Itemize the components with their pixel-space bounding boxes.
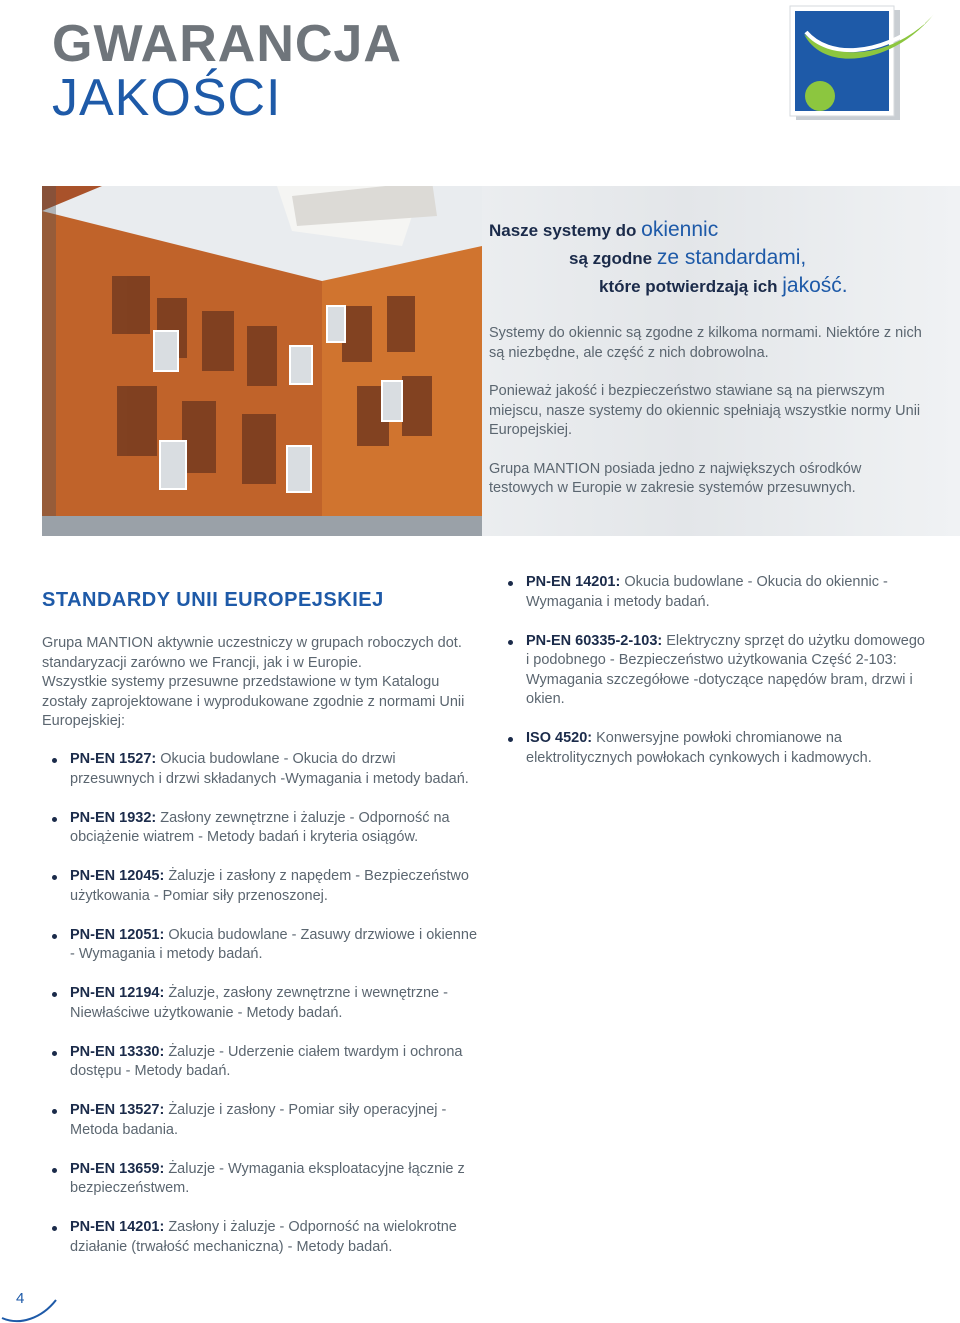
intro-paragraph: Grupa MANTION posiada jedno z największych ośrodków testowych w Europie w zakresie systemów przesuwnych. xyxy=(489,460,862,496)
brand-logo xyxy=(784,4,944,126)
page-number: 4 xyxy=(16,1290,25,1307)
standard-item: PN-EN 12194: Żaluzje, zasłony zewnętrzne i wewnętrzne - Niewłaściwe użytkowanie - Metody badań. xyxy=(42,984,482,1023)
standard-item: PN-EN 1932: Zasłony zewnętrzne i żaluzje - Odporność na obciążenie wiatrem - Metody badań i kryteria osiągów. xyxy=(42,809,482,848)
intro-paragraph: Ponieważ jakość i bezpieczeństwo stawiane są na pierwszym miejscu, nasze systemy do okiennic spełniają wszystkie normy Unii Europejskiej. xyxy=(489,383,921,438)
standard-item: PN-EN 12051: Okucia budowlane - Zasuwy drzwiowe i okienne - Wymagania i metody badań. xyxy=(42,926,482,965)
standard-item: PN-EN 14201: Zasłony i żaluzje - Odporność na wielokrotne działanie (trwałość mechaniczna) - Metody badań. xyxy=(42,1218,482,1257)
building-photo xyxy=(42,186,482,536)
intro-text xyxy=(489,324,929,518)
page-title-line-2: JAKOŚCI xyxy=(52,69,282,127)
section-title: STANDARDY UNII EUROPEJSKIEJ xyxy=(42,589,384,611)
section-intro: Grupa MANTION aktywnie uczestniczy w grupach roboczych dot. standaryzacji zarówno we Francji, jak i w Europie. Wszystkie systemy przesuwne przedstawione w tym Katalogu zostały zaprojektowane i wyprodukowane zgodnie z normami Unii Europejskiej: xyxy=(42,635,465,729)
standard-item: ISO 4520: Konwersyjne powłoki chromianowe na elektrolitycznych powłokach cynkowych i kadmowych. xyxy=(498,729,928,768)
standard-item: PN-EN 13659: Żaluzje - Wymagania eksploatacyjne łącznie z bezpieczeństwem. xyxy=(42,1160,482,1199)
standard-item: PN-EN 13527: Żaluzje i zasłony - Pomiar siły operacyjnej - Metoda badania. xyxy=(42,1101,482,1140)
standard-item: PN-EN 1527: Okucia budowlane - Okucia do drzwi przesuwnych i drzwi składanych -Wymagania i metody badań. xyxy=(42,750,482,789)
tagline: Nasze systemy do okiennic są zgodne ze standardami, które potwierdzają ich jakość. xyxy=(489,218,848,297)
standard-item: PN-EN 12045: Żaluzje i zasłony z napędem - Bezpieczeństwo użytkowania - Pomiar siły przenoszonej. xyxy=(42,867,482,906)
intro-paragraph: Systemy do okiennic są zgodne z kilkoma normami. Niektóre z nich są niezbędne, ale część z nich dobrowolna. xyxy=(489,325,922,361)
standards-list-right xyxy=(498,573,928,788)
standards-list-left xyxy=(42,750,482,1277)
standard-item: PN-EN 13330: Żaluzje - Uderzenie ciałem twardym i ochrona dostępu - Metody badań. xyxy=(42,1043,482,1082)
page-swoosh-icon xyxy=(0,1296,60,1323)
page-title-line-1: GWARANCJA xyxy=(52,15,402,73)
standard-item: PN-EN 60335-2-103: Elektryczny sprzęt do użytku domowego i podobnego - Bezpieczeństwo użytkowania Część 2-103: Wymagania szczegółowe -dotyczące napędów bram, drzwi i okien. xyxy=(498,632,928,710)
standard-item: PN-EN 14201: Okucia budowlane - Okucia do okiennic - Wymagania i metody badań. xyxy=(498,573,928,612)
